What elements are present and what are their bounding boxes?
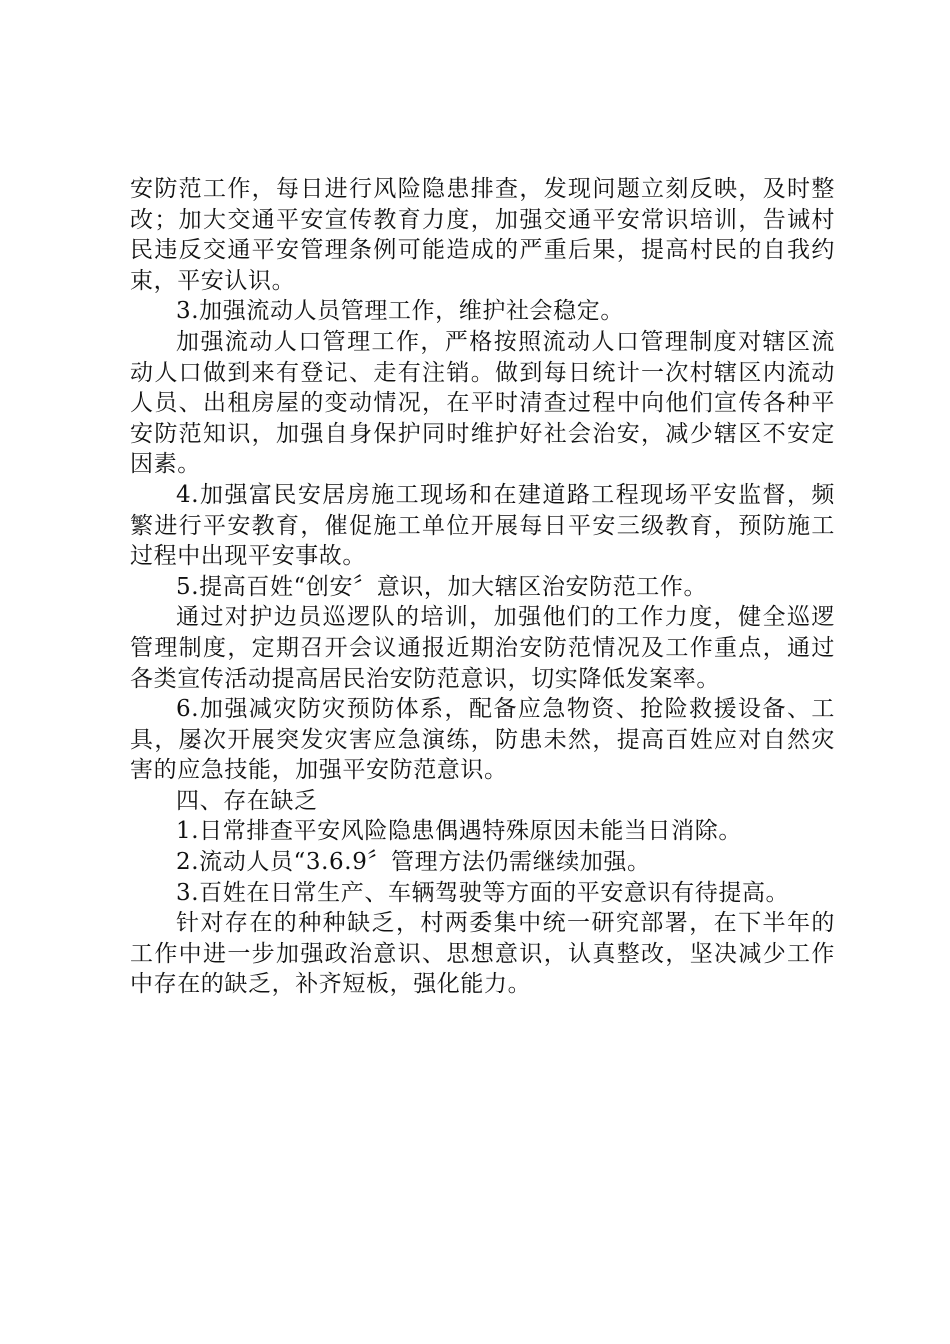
paragraph-continuation: 安防范工作，每日进行风险隐患排查，发现问题立刻反映，及时整改；加大交通平安宣传教育力度，加强交通平安常识培训，告诫村民违反交通平安管理条例可能造成的严重后果，提高村民的自我约束，平安认识。 [130,176,835,294]
paragraph-floating-population: 加强流动人口管理工作，严格按照流动人口管理制度对辖区流动人口做到来有登记、走有注销。做到每日统计一次村辖区内流动人员、出租房屋的变动情况，在平时清查过程中向他们宣传各种平安防范知识，加强自身保护同时维护好社会治安，减少辖区不安定因素。 [130,328,835,478]
paragraph-conclusion: 针对存在的种种缺乏，村两委集中统一研究部署，在下半年的工作中进一步加强政治意识、思想意识，认真整改，坚决减少工作中存在的缺乏，补齐短板，强化能力。 [130,910,835,998]
shortcoming-item-1: 1.日常排查平安风险隐患偶遇特殊原因未能当日消除。 [176,818,742,845]
document-body [130,174,835,1000]
paragraph-item-3-heading: 3.加强流动人员管理工作，维护社会稳定。 [176,298,624,325]
paragraph-item-5-heading: 5.提高百姓“创安〞意识，加大辖区治安防范工作。 [176,573,708,600]
paragraph-item-6: 6.加强减灾防灾预防体系，配备应急物资、抢险救援设备、工具，屡次开展突发灾害应急演练，防患未然，提高百姓应对自然灾害的应急技能，加强平安防范意识。 [130,696,835,784]
shortcoming-item-3: 3.百姓在日常生产、车辆驾驶等方面的平安意识有待提高。 [176,879,790,906]
paragraph-item-4: 4.加强富民安居房施工现场和在建道路工程现场平安监督，频繁进行平安教育，催促施工单位开展每日平安三级教育，预防施工过程中出现平安事故。 [130,481,835,570]
section-heading-shortcomings: 四、存在缺乏 [176,787,318,814]
paragraph-patrol-training: 通过对护边员巡逻队的培训，加强他们的工作力度，健全巡逻管理制度，定期召开会议通报近期治安防范情况及工作重点，通过各类宣传活动提高居民治安防范意识，切实降低发案率。 [130,604,835,692]
shortcoming-item-2: 2.流动人员“3.6.9〞管理方法仍需继续加强。 [176,849,651,876]
